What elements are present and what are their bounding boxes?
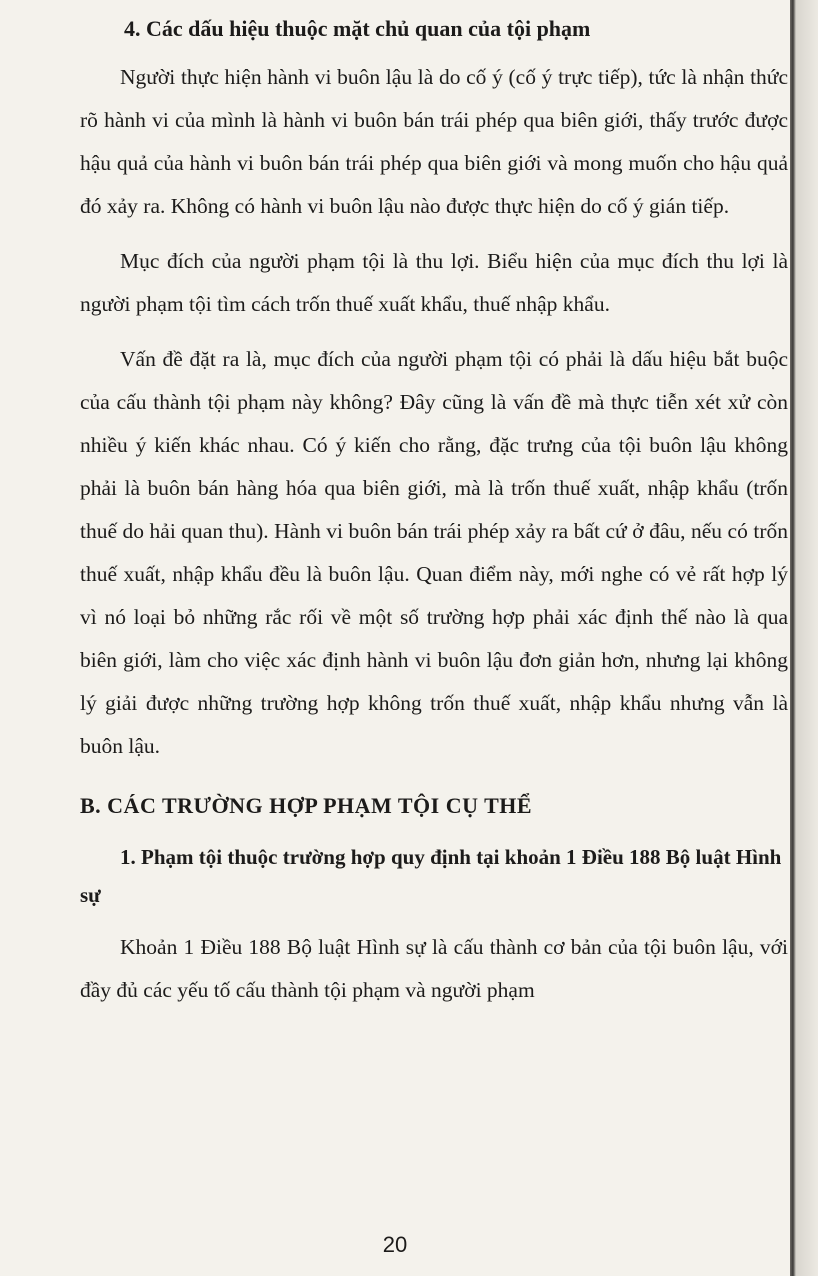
part-heading: B. CÁC TRƯỜNG HỢP PHẠM TỘI CỤ THỂ bbox=[80, 793, 533, 818]
paragraph-clause-1: Khoản 1 Điều 188 Bộ luật Hình sự là cấu thành cơ bản của tội buôn lậu, với đầy đủ các yếu tố cấu thành tội phạm và người phạm bbox=[80, 935, 788, 1002]
section-heading: 4. Các dấu hiệu thuộc mặt chủ quan của tội phạm bbox=[124, 16, 591, 41]
next-page-edge bbox=[790, 0, 818, 1276]
paragraph-issue: Vấn đề đặt ra là, mục đích của người phạm tội có phải là dấu hiệu bắt buộc của cấu thành tội phạm này không? Đây cũng là vấn đề mà thực tiễn xét xử còn nhiều ý kiến khác nhau. Có ý kiến cho rằng, đặc trưng của tội buôn lậu không phải là buôn bán hàng hóa qua biên giới, mà là trốn thuế xuất, nhập khẩu (trốn thuế do hải quan thu). Hành vi buôn bán trái phép xảy ra bất cứ ở đâu, nếu có trốn thuế xuất, nhập khẩu đều là buôn lậu. Quan điểm này, mới nghe có vẻ rất hợp lý vì nó loại bỏ những rắc rối về một số trường hợp phải xác định thế nào là qua biên giới, làm cho việc xác định hành vi buôn lậu đơn giản hơn, nhưng lại không lý giải được những trường hợp không trốn thuế xuất, nhập khẩu nhưng vẫn là buôn lậu. bbox=[80, 347, 788, 758]
page-content bbox=[80, 14, 788, 1012]
paragraph-purpose: Mục đích của người phạm tội là thu lợi. Biểu hiện của mục đích thu lợi là người phạm tội tìm cách trốn thuế xuất khẩu, thuế nhập khẩu. bbox=[80, 249, 788, 316]
page-number: 20 bbox=[382, 1232, 408, 1257]
subsection-heading: 1. Phạm tội thuộc trường hợp quy định tại khoản 1 Điều 188 Bộ luật Hình sự bbox=[80, 845, 782, 907]
paragraph-intent: Người thực hiện hành vi buôn lậu là do cố ý (cố ý trực tiếp), tức là nhận thức rõ hành vi của mình là hành vi buôn bán trái phép qua biên giới, thấy trước được hậu quả của hành vi buôn bán trái phép qua biên giới và mong muốn cho hậu quả đó xảy ra. Không có hành vi buôn lậu nào được thực hiện do cố ý gián tiếp. bbox=[80, 65, 788, 218]
